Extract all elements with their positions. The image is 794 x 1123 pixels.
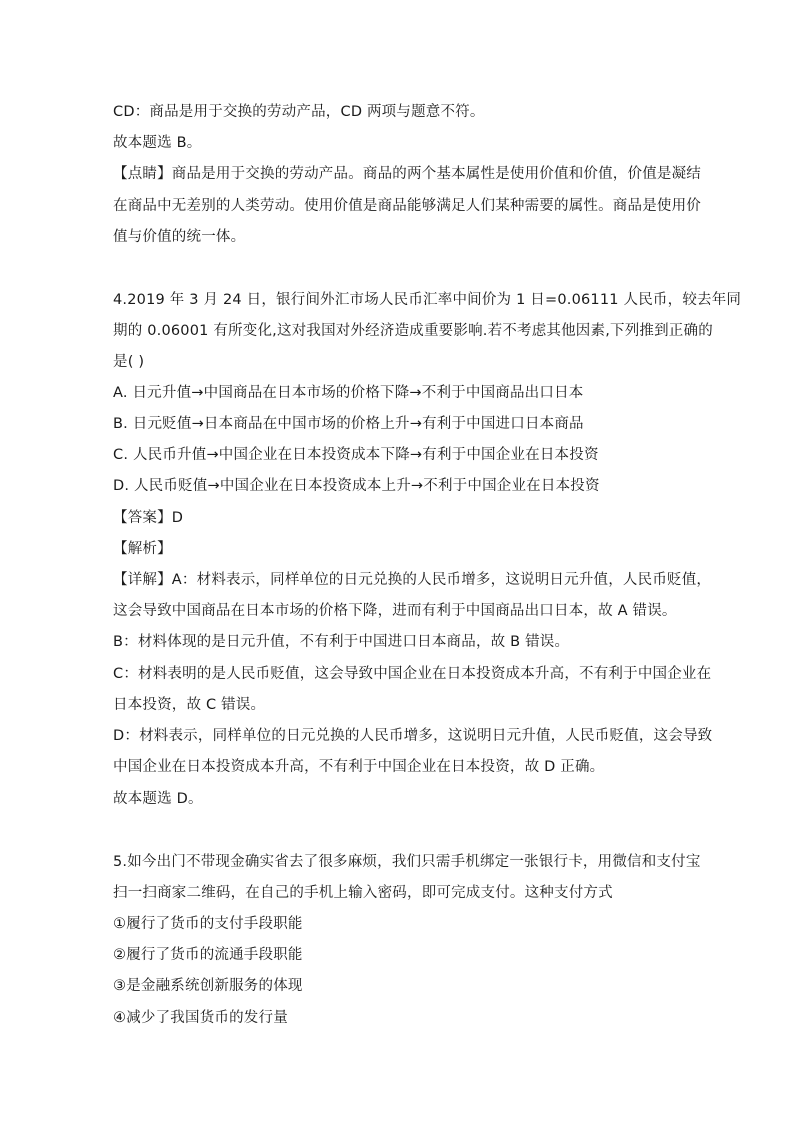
q4-detail-line-7: 中国企业在日本投资成本升高，不有利于中国企业在日本投资，故 D 正确。 bbox=[113, 759, 605, 775]
q4-detail-line-5: 日本投资，故 C 错误。 bbox=[113, 697, 266, 713]
q4-stem-line-2: 期的 0.06001 有所变化,这对我国对外经济造成重要影响.若不考虑其他因素,下列推到正确的 bbox=[113, 323, 713, 339]
q4-detail-line-6: D：材料表示，同样单位的日元兑换的人民币增多，这说明日元升值，人民币贬值，这会导致 bbox=[113, 728, 713, 744]
q4-analysis-heading: 【解析】 bbox=[113, 541, 172, 557]
q5-choice-1: ①履行了货币的支付手段职能 bbox=[113, 916, 303, 932]
q4-detail-line-1: 【详解】A：材料表示，同样单位的日元兑换的人民币增多，这说明日元升值，人民币贬值， bbox=[113, 572, 712, 588]
q3-comment-line-2: 在商品中无差别的人类劳动。使用价值是商品能够满足人们某种需要的属性。商品是使用价 bbox=[113, 198, 701, 214]
q4-detail-line-8: 故本题选 D。 bbox=[113, 791, 203, 807]
q4-detail-line-2: 这会导致中国商品在日本市场的价格下降，进而有利于中国商品出口日本，故 A 错误。 bbox=[113, 603, 677, 619]
q3-comment-line-1: 【点睛】商品是用于交换的劳动产品。商品的两个基本属性是使用价值和价值，价值是凝结 bbox=[113, 166, 701, 182]
q4-option-a: A. 日元升值→中国商品在日本市场的价格下降→不利于中国商品出口日本 bbox=[113, 385, 584, 401]
q3-cd-analysis: CD：商品是用于交换的劳动产品，CD 两项与题意不符。 bbox=[113, 104, 485, 120]
q4-detail-line-3: B：材料体现的是日元升值，不有利于中国进口日本商品，故 B 错误。 bbox=[113, 634, 570, 650]
q3-conclusion: 故本题选 B。 bbox=[113, 135, 202, 151]
q4-answer: 【答案】D bbox=[113, 510, 184, 526]
q4-option-c: C. 人民币升值→中国企业在日本投资成本下降→有利于中国企业在日本投资 bbox=[113, 447, 599, 463]
q5-stem-line-1: 5.如今出门不带现金确实省去了很多麻烦，我们只需手机绑定一张银行卡，用微信和支付宝 bbox=[113, 854, 701, 870]
q5-choice-3: ③是金融系统创新服务的体现 bbox=[113, 978, 303, 994]
q5-choice-2: ②履行了货币的流通手段职能 bbox=[113, 947, 303, 963]
q4-option-d: D. 人民币贬值→中国企业在日本投资成本上升→不利于中国企业在日本投资 bbox=[113, 478, 600, 494]
q5-choice-4: ④减少了我国货币的发行量 bbox=[113, 1010, 288, 1026]
q5-stem-line-2: 扫一扫商家二维码，在自己的手机上输入密码，即可完成支付。这种支付方式 bbox=[113, 885, 613, 901]
q4-option-b: B. 日元贬值→日本商品在中国市场的价格上升→有利于中国进口日本商品 bbox=[113, 416, 584, 432]
q3-comment-line-3: 值与价值的统一体。 bbox=[113, 229, 246, 245]
q4-stem-line-3: 是( ) bbox=[113, 354, 145, 370]
q4-detail-line-4: C：材料表明的是人民币贬值，这会导致中国企业在日本投资成本升高，不有利于中国企业在 bbox=[113, 666, 712, 682]
q4-stem-line-1: 4.2019 年 3 月 24 日，银行间外汇市场人民币汇率中间价为 1 日=0.06111 人民币，较去年同 bbox=[113, 292, 742, 308]
